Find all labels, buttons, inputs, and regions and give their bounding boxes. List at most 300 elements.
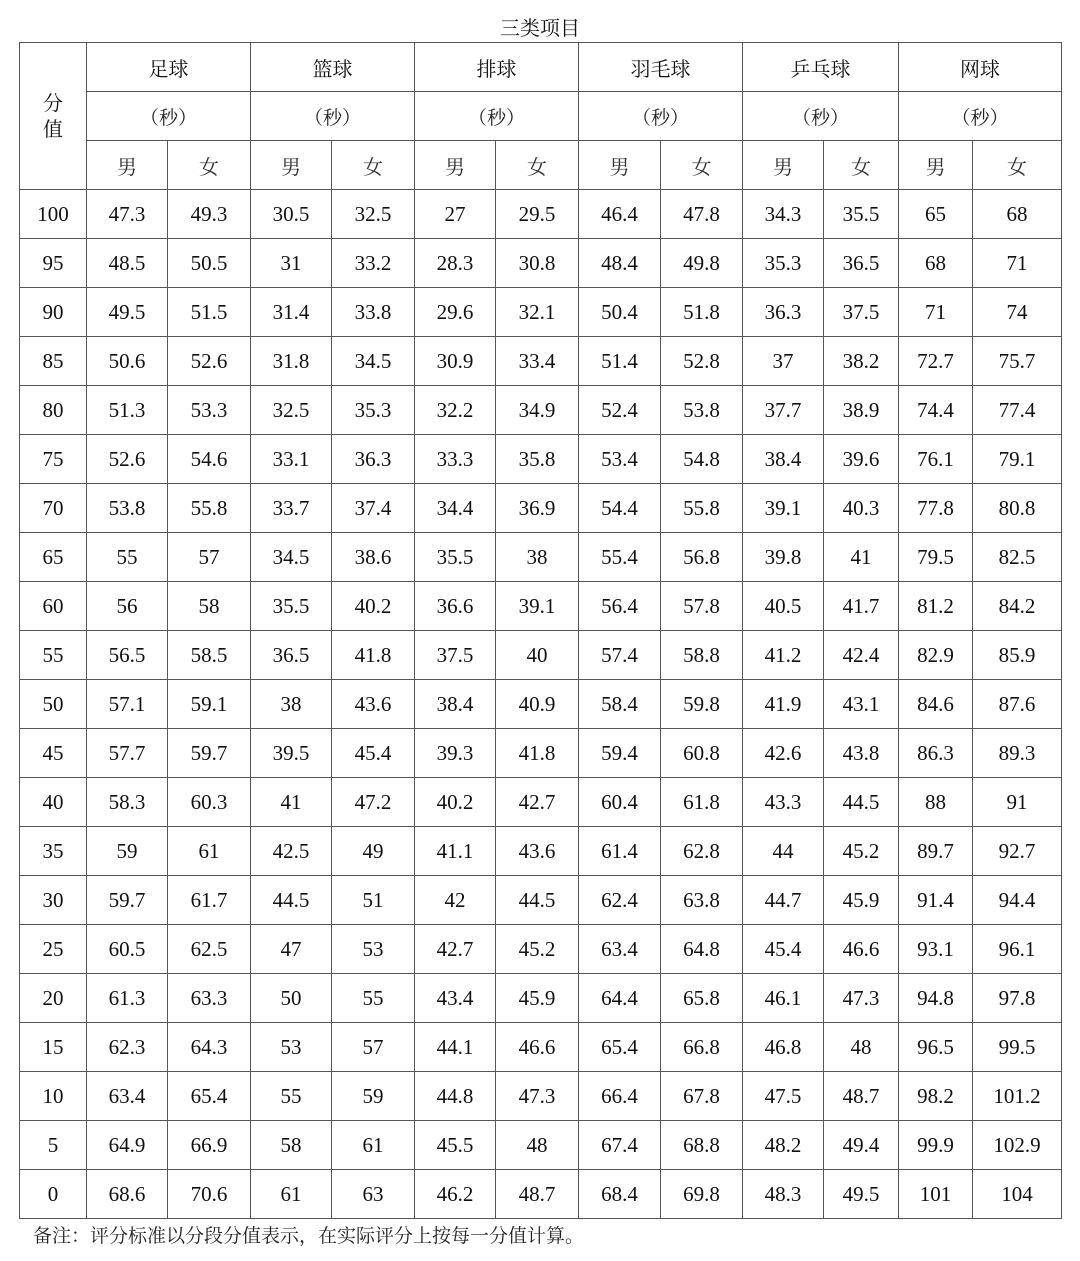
time-cell: 79.5 bbox=[899, 533, 973, 582]
time-cell: 44.7 bbox=[743, 876, 824, 925]
unit-label: （秒） bbox=[899, 92, 1062, 141]
score-cell: 40 bbox=[20, 778, 87, 827]
time-cell: 29.6 bbox=[415, 288, 496, 337]
time-cell: 58.8 bbox=[661, 631, 743, 680]
time-cell: 77.4 bbox=[973, 386, 1062, 435]
time-cell: 104 bbox=[973, 1170, 1062, 1219]
score-header-label: 分值 bbox=[43, 91, 63, 141]
time-cell: 49.3 bbox=[168, 190, 251, 239]
time-cell: 102.9 bbox=[973, 1121, 1062, 1170]
time-cell: 50.6 bbox=[87, 337, 168, 386]
time-cell: 44.5 bbox=[824, 778, 899, 827]
time-cell: 47.3 bbox=[496, 1072, 579, 1121]
time-cell: 33.4 bbox=[496, 337, 579, 386]
table-row bbox=[20, 1121, 1062, 1170]
time-cell: 38 bbox=[496, 533, 579, 582]
time-cell: 37.4 bbox=[332, 484, 415, 533]
time-cell: 63.8 bbox=[661, 876, 743, 925]
time-cell: 63.3 bbox=[168, 974, 251, 1023]
time-cell: 51.4 bbox=[579, 337, 661, 386]
time-cell: 58 bbox=[168, 582, 251, 631]
time-cell: 50 bbox=[251, 974, 332, 1023]
score-cell: 90 bbox=[20, 288, 87, 337]
time-cell: 101.2 bbox=[973, 1072, 1062, 1121]
time-cell: 58.3 bbox=[87, 778, 168, 827]
time-cell: 47.8 bbox=[661, 190, 743, 239]
time-cell: 36.3 bbox=[332, 435, 415, 484]
time-cell: 39.5 bbox=[251, 729, 332, 778]
time-cell: 47.2 bbox=[332, 778, 415, 827]
time-cell: 41.8 bbox=[496, 729, 579, 778]
gender-male-label: 男 bbox=[415, 141, 496, 190]
time-cell: 47.5 bbox=[743, 1072, 824, 1121]
time-cell: 51.3 bbox=[87, 386, 168, 435]
table-row bbox=[20, 974, 1062, 1023]
time-cell: 40.3 bbox=[824, 484, 899, 533]
table-row bbox=[20, 778, 1062, 827]
table-row bbox=[20, 1170, 1062, 1219]
time-cell: 45.5 bbox=[415, 1121, 496, 1170]
time-cell: 56.5 bbox=[87, 631, 168, 680]
time-cell: 54.8 bbox=[661, 435, 743, 484]
score-cell: 25 bbox=[20, 925, 87, 974]
unit-label: （秒） bbox=[415, 92, 579, 141]
gender-female-label: 女 bbox=[496, 141, 579, 190]
time-cell: 39.8 bbox=[743, 533, 824, 582]
time-cell: 30.9 bbox=[415, 337, 496, 386]
time-cell: 74.4 bbox=[899, 386, 973, 435]
sport-header-badminton: 羽毛球 bbox=[579, 43, 743, 92]
time-cell: 57 bbox=[332, 1023, 415, 1072]
time-cell: 93.1 bbox=[899, 925, 973, 974]
time-cell: 33.1 bbox=[251, 435, 332, 484]
time-cell: 47 bbox=[251, 925, 332, 974]
time-cell: 60.3 bbox=[168, 778, 251, 827]
time-cell: 45.2 bbox=[496, 925, 579, 974]
time-cell: 34.5 bbox=[332, 337, 415, 386]
time-cell: 44.5 bbox=[251, 876, 332, 925]
time-cell: 45.4 bbox=[332, 729, 415, 778]
time-cell: 36.5 bbox=[251, 631, 332, 680]
table-title: 三类项目 bbox=[500, 16, 580, 40]
time-cell: 62.4 bbox=[579, 876, 661, 925]
gender-male-label: 男 bbox=[87, 141, 168, 190]
time-cell: 97.8 bbox=[973, 974, 1062, 1023]
time-cell: 46.4 bbox=[579, 190, 661, 239]
time-cell: 39.3 bbox=[415, 729, 496, 778]
time-cell: 37.5 bbox=[824, 288, 899, 337]
time-cell: 35.5 bbox=[824, 190, 899, 239]
score-cell: 15 bbox=[20, 1023, 87, 1072]
time-cell: 30.8 bbox=[496, 239, 579, 288]
sport-header-basketball: 篮球 bbox=[251, 43, 415, 92]
time-cell: 44.8 bbox=[415, 1072, 496, 1121]
score-cell: 75 bbox=[20, 435, 87, 484]
gender-male-label: 男 bbox=[579, 141, 661, 190]
time-cell: 61 bbox=[251, 1170, 332, 1219]
time-cell: 48 bbox=[496, 1121, 579, 1170]
time-cell: 60.8 bbox=[661, 729, 743, 778]
unit-label: （秒） bbox=[579, 92, 743, 141]
time-cell: 61 bbox=[332, 1121, 415, 1170]
time-cell: 65.4 bbox=[579, 1023, 661, 1072]
time-cell: 35.3 bbox=[332, 386, 415, 435]
time-cell: 82.5 bbox=[973, 533, 1062, 582]
time-cell: 70.6 bbox=[168, 1170, 251, 1219]
time-cell: 51.5 bbox=[168, 288, 251, 337]
time-cell: 65.4 bbox=[168, 1072, 251, 1121]
time-cell: 77.8 bbox=[899, 484, 973, 533]
time-cell: 52.8 bbox=[661, 337, 743, 386]
time-cell: 60.4 bbox=[579, 778, 661, 827]
time-cell: 35.8 bbox=[496, 435, 579, 484]
time-cell: 55 bbox=[87, 533, 168, 582]
time-cell: 53 bbox=[251, 1023, 332, 1072]
time-cell: 46.6 bbox=[496, 1023, 579, 1072]
time-cell: 92.7 bbox=[973, 827, 1062, 876]
time-cell: 31 bbox=[251, 239, 332, 288]
table-row bbox=[20, 435, 1062, 484]
time-cell: 40.2 bbox=[415, 778, 496, 827]
time-cell: 32.2 bbox=[415, 386, 496, 435]
time-cell: 37.5 bbox=[415, 631, 496, 680]
score-cell: 70 bbox=[20, 484, 87, 533]
unit-label: （秒） bbox=[743, 92, 899, 141]
time-cell: 76.1 bbox=[899, 435, 973, 484]
time-cell: 46.1 bbox=[743, 974, 824, 1023]
time-cell: 45.9 bbox=[824, 876, 899, 925]
time-cell: 31.8 bbox=[251, 337, 332, 386]
score-cell: 95 bbox=[20, 239, 87, 288]
time-cell: 91.4 bbox=[899, 876, 973, 925]
sport-header-tennis: 网球 bbox=[899, 43, 1062, 92]
table-row bbox=[20, 876, 1062, 925]
time-cell: 53.4 bbox=[579, 435, 661, 484]
time-cell: 54.6 bbox=[168, 435, 251, 484]
time-cell: 43.6 bbox=[332, 680, 415, 729]
time-cell: 64.4 bbox=[579, 974, 661, 1023]
time-cell: 34.3 bbox=[743, 190, 824, 239]
time-cell: 57.8 bbox=[661, 582, 743, 631]
time-cell: 66.8 bbox=[661, 1023, 743, 1072]
time-cell: 38.6 bbox=[332, 533, 415, 582]
gender-female-label: 女 bbox=[661, 141, 743, 190]
time-cell: 44 bbox=[743, 827, 824, 876]
gender-female-label: 女 bbox=[973, 141, 1062, 190]
time-cell: 55.8 bbox=[168, 484, 251, 533]
header-row-sports bbox=[20, 43, 1062, 92]
time-cell: 59 bbox=[332, 1072, 415, 1121]
score-cell: 55 bbox=[20, 631, 87, 680]
time-cell: 88 bbox=[899, 778, 973, 827]
time-cell: 33.8 bbox=[332, 288, 415, 337]
time-cell: 34.4 bbox=[415, 484, 496, 533]
time-cell: 58.4 bbox=[579, 680, 661, 729]
footnote: 备注：评分标准以分段分值表示，在实际评分上按每一分值计算。 bbox=[33, 1225, 585, 1247]
time-cell: 41.2 bbox=[743, 631, 824, 680]
time-cell: 94.4 bbox=[973, 876, 1062, 925]
scoring-table bbox=[19, 42, 1062, 1219]
time-cell: 40.9 bbox=[496, 680, 579, 729]
time-cell: 48.7 bbox=[824, 1072, 899, 1121]
time-cell: 49.5 bbox=[824, 1170, 899, 1219]
time-cell: 55.8 bbox=[661, 484, 743, 533]
time-cell: 29.5 bbox=[496, 190, 579, 239]
time-cell: 59.8 bbox=[661, 680, 743, 729]
time-cell: 41.1 bbox=[415, 827, 496, 876]
time-cell: 38.4 bbox=[415, 680, 496, 729]
score-cell: 80 bbox=[20, 386, 87, 435]
time-cell: 63 bbox=[332, 1170, 415, 1219]
table-row bbox=[20, 1023, 1062, 1072]
score-column-header bbox=[20, 43, 87, 190]
sport-header-table-tennis: 乒乓球 bbox=[743, 43, 899, 92]
time-cell: 99.5 bbox=[973, 1023, 1062, 1072]
time-cell: 96.1 bbox=[973, 925, 1062, 974]
time-cell: 43.3 bbox=[743, 778, 824, 827]
time-cell: 50.5 bbox=[168, 239, 251, 288]
time-cell: 52.4 bbox=[579, 386, 661, 435]
time-cell: 71 bbox=[899, 288, 973, 337]
time-cell: 28.3 bbox=[415, 239, 496, 288]
table-row bbox=[20, 337, 1062, 386]
time-cell: 42.5 bbox=[251, 827, 332, 876]
time-cell: 87.6 bbox=[973, 680, 1062, 729]
time-cell: 89.3 bbox=[973, 729, 1062, 778]
score-cell: 5 bbox=[20, 1121, 87, 1170]
time-cell: 86.3 bbox=[899, 729, 973, 778]
time-cell: 63.4 bbox=[579, 925, 661, 974]
time-cell: 64.3 bbox=[168, 1023, 251, 1072]
time-cell: 42.7 bbox=[496, 778, 579, 827]
time-cell: 41 bbox=[824, 533, 899, 582]
table-row bbox=[20, 190, 1062, 239]
time-cell: 59.4 bbox=[579, 729, 661, 778]
time-cell: 43.1 bbox=[824, 680, 899, 729]
time-cell: 71 bbox=[973, 239, 1062, 288]
gender-male-label: 男 bbox=[743, 141, 824, 190]
time-cell: 34.5 bbox=[251, 533, 332, 582]
time-cell: 59.7 bbox=[168, 729, 251, 778]
time-cell: 46.6 bbox=[824, 925, 899, 974]
time-cell: 36.6 bbox=[415, 582, 496, 631]
time-cell: 66.4 bbox=[579, 1072, 661, 1121]
time-cell: 49.5 bbox=[87, 288, 168, 337]
table-row bbox=[20, 288, 1062, 337]
time-cell: 58 bbox=[251, 1121, 332, 1170]
time-cell: 49.4 bbox=[824, 1121, 899, 1170]
score-cell: 35 bbox=[20, 827, 87, 876]
time-cell: 33.2 bbox=[332, 239, 415, 288]
header-row-units bbox=[20, 92, 1062, 141]
sport-header-football: 足球 bbox=[87, 43, 251, 92]
time-cell: 75.7 bbox=[973, 337, 1062, 386]
time-cell: 45.2 bbox=[824, 827, 899, 876]
time-cell: 64.8 bbox=[661, 925, 743, 974]
time-cell: 35.3 bbox=[743, 239, 824, 288]
time-cell: 67.8 bbox=[661, 1072, 743, 1121]
table-row bbox=[20, 827, 1062, 876]
time-cell: 48.4 bbox=[579, 239, 661, 288]
time-cell: 40.5 bbox=[743, 582, 824, 631]
time-cell: 53.8 bbox=[87, 484, 168, 533]
time-cell: 52.6 bbox=[168, 337, 251, 386]
time-cell: 45.9 bbox=[496, 974, 579, 1023]
time-cell: 39.1 bbox=[496, 582, 579, 631]
table-row bbox=[20, 533, 1062, 582]
score-cell: 85 bbox=[20, 337, 87, 386]
score-cell: 50 bbox=[20, 680, 87, 729]
unit-label: （秒） bbox=[251, 92, 415, 141]
time-cell: 48 bbox=[824, 1023, 899, 1072]
time-cell: 96.5 bbox=[899, 1023, 973, 1072]
time-cell: 27 bbox=[415, 190, 496, 239]
score-cell: 45 bbox=[20, 729, 87, 778]
table-row bbox=[20, 631, 1062, 680]
time-cell: 72.7 bbox=[899, 337, 973, 386]
time-cell: 36.9 bbox=[496, 484, 579, 533]
time-cell: 44.1 bbox=[415, 1023, 496, 1072]
time-cell: 33.7 bbox=[251, 484, 332, 533]
score-cell: 100 bbox=[20, 190, 87, 239]
time-cell: 61.4 bbox=[579, 827, 661, 876]
time-cell: 62.3 bbox=[87, 1023, 168, 1072]
time-cell: 57.4 bbox=[579, 631, 661, 680]
header-row-gender bbox=[20, 141, 1062, 190]
time-cell: 49.8 bbox=[661, 239, 743, 288]
table-row bbox=[20, 729, 1062, 778]
time-cell: 79.1 bbox=[973, 435, 1062, 484]
time-cell: 33.3 bbox=[415, 435, 496, 484]
score-cell: 60 bbox=[20, 582, 87, 631]
gender-female-label: 女 bbox=[168, 141, 251, 190]
time-cell: 101 bbox=[899, 1170, 973, 1219]
table-row bbox=[20, 386, 1062, 435]
time-cell: 41 bbox=[251, 778, 332, 827]
table-header bbox=[20, 43, 1062, 190]
time-cell: 68.8 bbox=[661, 1121, 743, 1170]
time-cell: 94.8 bbox=[899, 974, 973, 1023]
time-cell: 44.5 bbox=[496, 876, 579, 925]
time-cell: 62.5 bbox=[168, 925, 251, 974]
time-cell: 68 bbox=[899, 239, 973, 288]
time-cell: 61.7 bbox=[168, 876, 251, 925]
time-cell: 53 bbox=[332, 925, 415, 974]
time-cell: 61.8 bbox=[661, 778, 743, 827]
time-cell: 39.1 bbox=[743, 484, 824, 533]
time-cell: 62.8 bbox=[661, 827, 743, 876]
score-cell: 20 bbox=[20, 974, 87, 1023]
time-cell: 32.1 bbox=[496, 288, 579, 337]
unit-label: （秒） bbox=[87, 92, 251, 141]
time-cell: 38.4 bbox=[743, 435, 824, 484]
time-cell: 99.9 bbox=[899, 1121, 973, 1170]
table-row bbox=[20, 239, 1062, 288]
time-cell: 55 bbox=[251, 1072, 332, 1121]
time-cell: 81.2 bbox=[899, 582, 973, 631]
time-cell: 41.8 bbox=[332, 631, 415, 680]
time-cell: 48.7 bbox=[496, 1170, 579, 1219]
time-cell: 56 bbox=[87, 582, 168, 631]
time-cell: 39.6 bbox=[824, 435, 899, 484]
time-cell: 51.8 bbox=[661, 288, 743, 337]
time-cell: 55 bbox=[332, 974, 415, 1023]
time-cell: 43.8 bbox=[824, 729, 899, 778]
time-cell: 48.3 bbox=[743, 1170, 824, 1219]
time-cell: 56.4 bbox=[579, 582, 661, 631]
score-cell: 0 bbox=[20, 1170, 87, 1219]
time-cell: 82.9 bbox=[899, 631, 973, 680]
time-cell: 80.8 bbox=[973, 484, 1062, 533]
time-cell: 41.9 bbox=[743, 680, 824, 729]
gender-female-label: 女 bbox=[824, 141, 899, 190]
time-cell: 38.9 bbox=[824, 386, 899, 435]
time-cell: 57.1 bbox=[87, 680, 168, 729]
time-cell: 36.3 bbox=[743, 288, 824, 337]
time-cell: 68 bbox=[973, 190, 1062, 239]
time-cell: 85.9 bbox=[973, 631, 1062, 680]
time-cell: 42.4 bbox=[824, 631, 899, 680]
time-cell: 53.3 bbox=[168, 386, 251, 435]
time-cell: 45.4 bbox=[743, 925, 824, 974]
score-cell: 30 bbox=[20, 876, 87, 925]
table-body bbox=[20, 190, 1062, 1219]
time-cell: 42.7 bbox=[415, 925, 496, 974]
time-cell: 59.7 bbox=[87, 876, 168, 925]
time-cell: 32.5 bbox=[332, 190, 415, 239]
sport-header-volleyball: 排球 bbox=[415, 43, 579, 92]
time-cell: 40.2 bbox=[332, 582, 415, 631]
time-cell: 46.8 bbox=[743, 1023, 824, 1072]
time-cell: 54.4 bbox=[579, 484, 661, 533]
time-cell: 43.6 bbox=[496, 827, 579, 876]
time-cell: 65 bbox=[899, 190, 973, 239]
score-cell: 65 bbox=[20, 533, 87, 582]
time-cell: 51 bbox=[332, 876, 415, 925]
time-cell: 48.2 bbox=[743, 1121, 824, 1170]
time-cell: 43.4 bbox=[415, 974, 496, 1023]
time-cell: 98.2 bbox=[899, 1072, 973, 1121]
table-row bbox=[20, 680, 1062, 729]
table-row bbox=[20, 925, 1062, 974]
time-cell: 42 bbox=[415, 876, 496, 925]
time-cell: 84.2 bbox=[973, 582, 1062, 631]
time-cell: 84.6 bbox=[899, 680, 973, 729]
time-cell: 52.6 bbox=[87, 435, 168, 484]
time-cell: 35.5 bbox=[251, 582, 332, 631]
table-row bbox=[20, 484, 1062, 533]
time-cell: 42.6 bbox=[743, 729, 824, 778]
time-cell: 47.3 bbox=[824, 974, 899, 1023]
time-cell: 61 bbox=[168, 827, 251, 876]
time-cell: 37.7 bbox=[743, 386, 824, 435]
time-cell: 58.5 bbox=[168, 631, 251, 680]
time-cell: 68.6 bbox=[87, 1170, 168, 1219]
time-cell: 38.2 bbox=[824, 337, 899, 386]
time-cell: 31.4 bbox=[251, 288, 332, 337]
time-cell: 30.5 bbox=[251, 190, 332, 239]
time-cell: 53.8 bbox=[661, 386, 743, 435]
time-cell: 40 bbox=[496, 631, 579, 680]
time-cell: 64.9 bbox=[87, 1121, 168, 1170]
time-cell: 49 bbox=[332, 827, 415, 876]
score-cell: 10 bbox=[20, 1072, 87, 1121]
time-cell: 56.8 bbox=[661, 533, 743, 582]
table-row bbox=[20, 582, 1062, 631]
time-cell: 48.5 bbox=[87, 239, 168, 288]
time-cell: 46.2 bbox=[415, 1170, 496, 1219]
time-cell: 38 bbox=[251, 680, 332, 729]
